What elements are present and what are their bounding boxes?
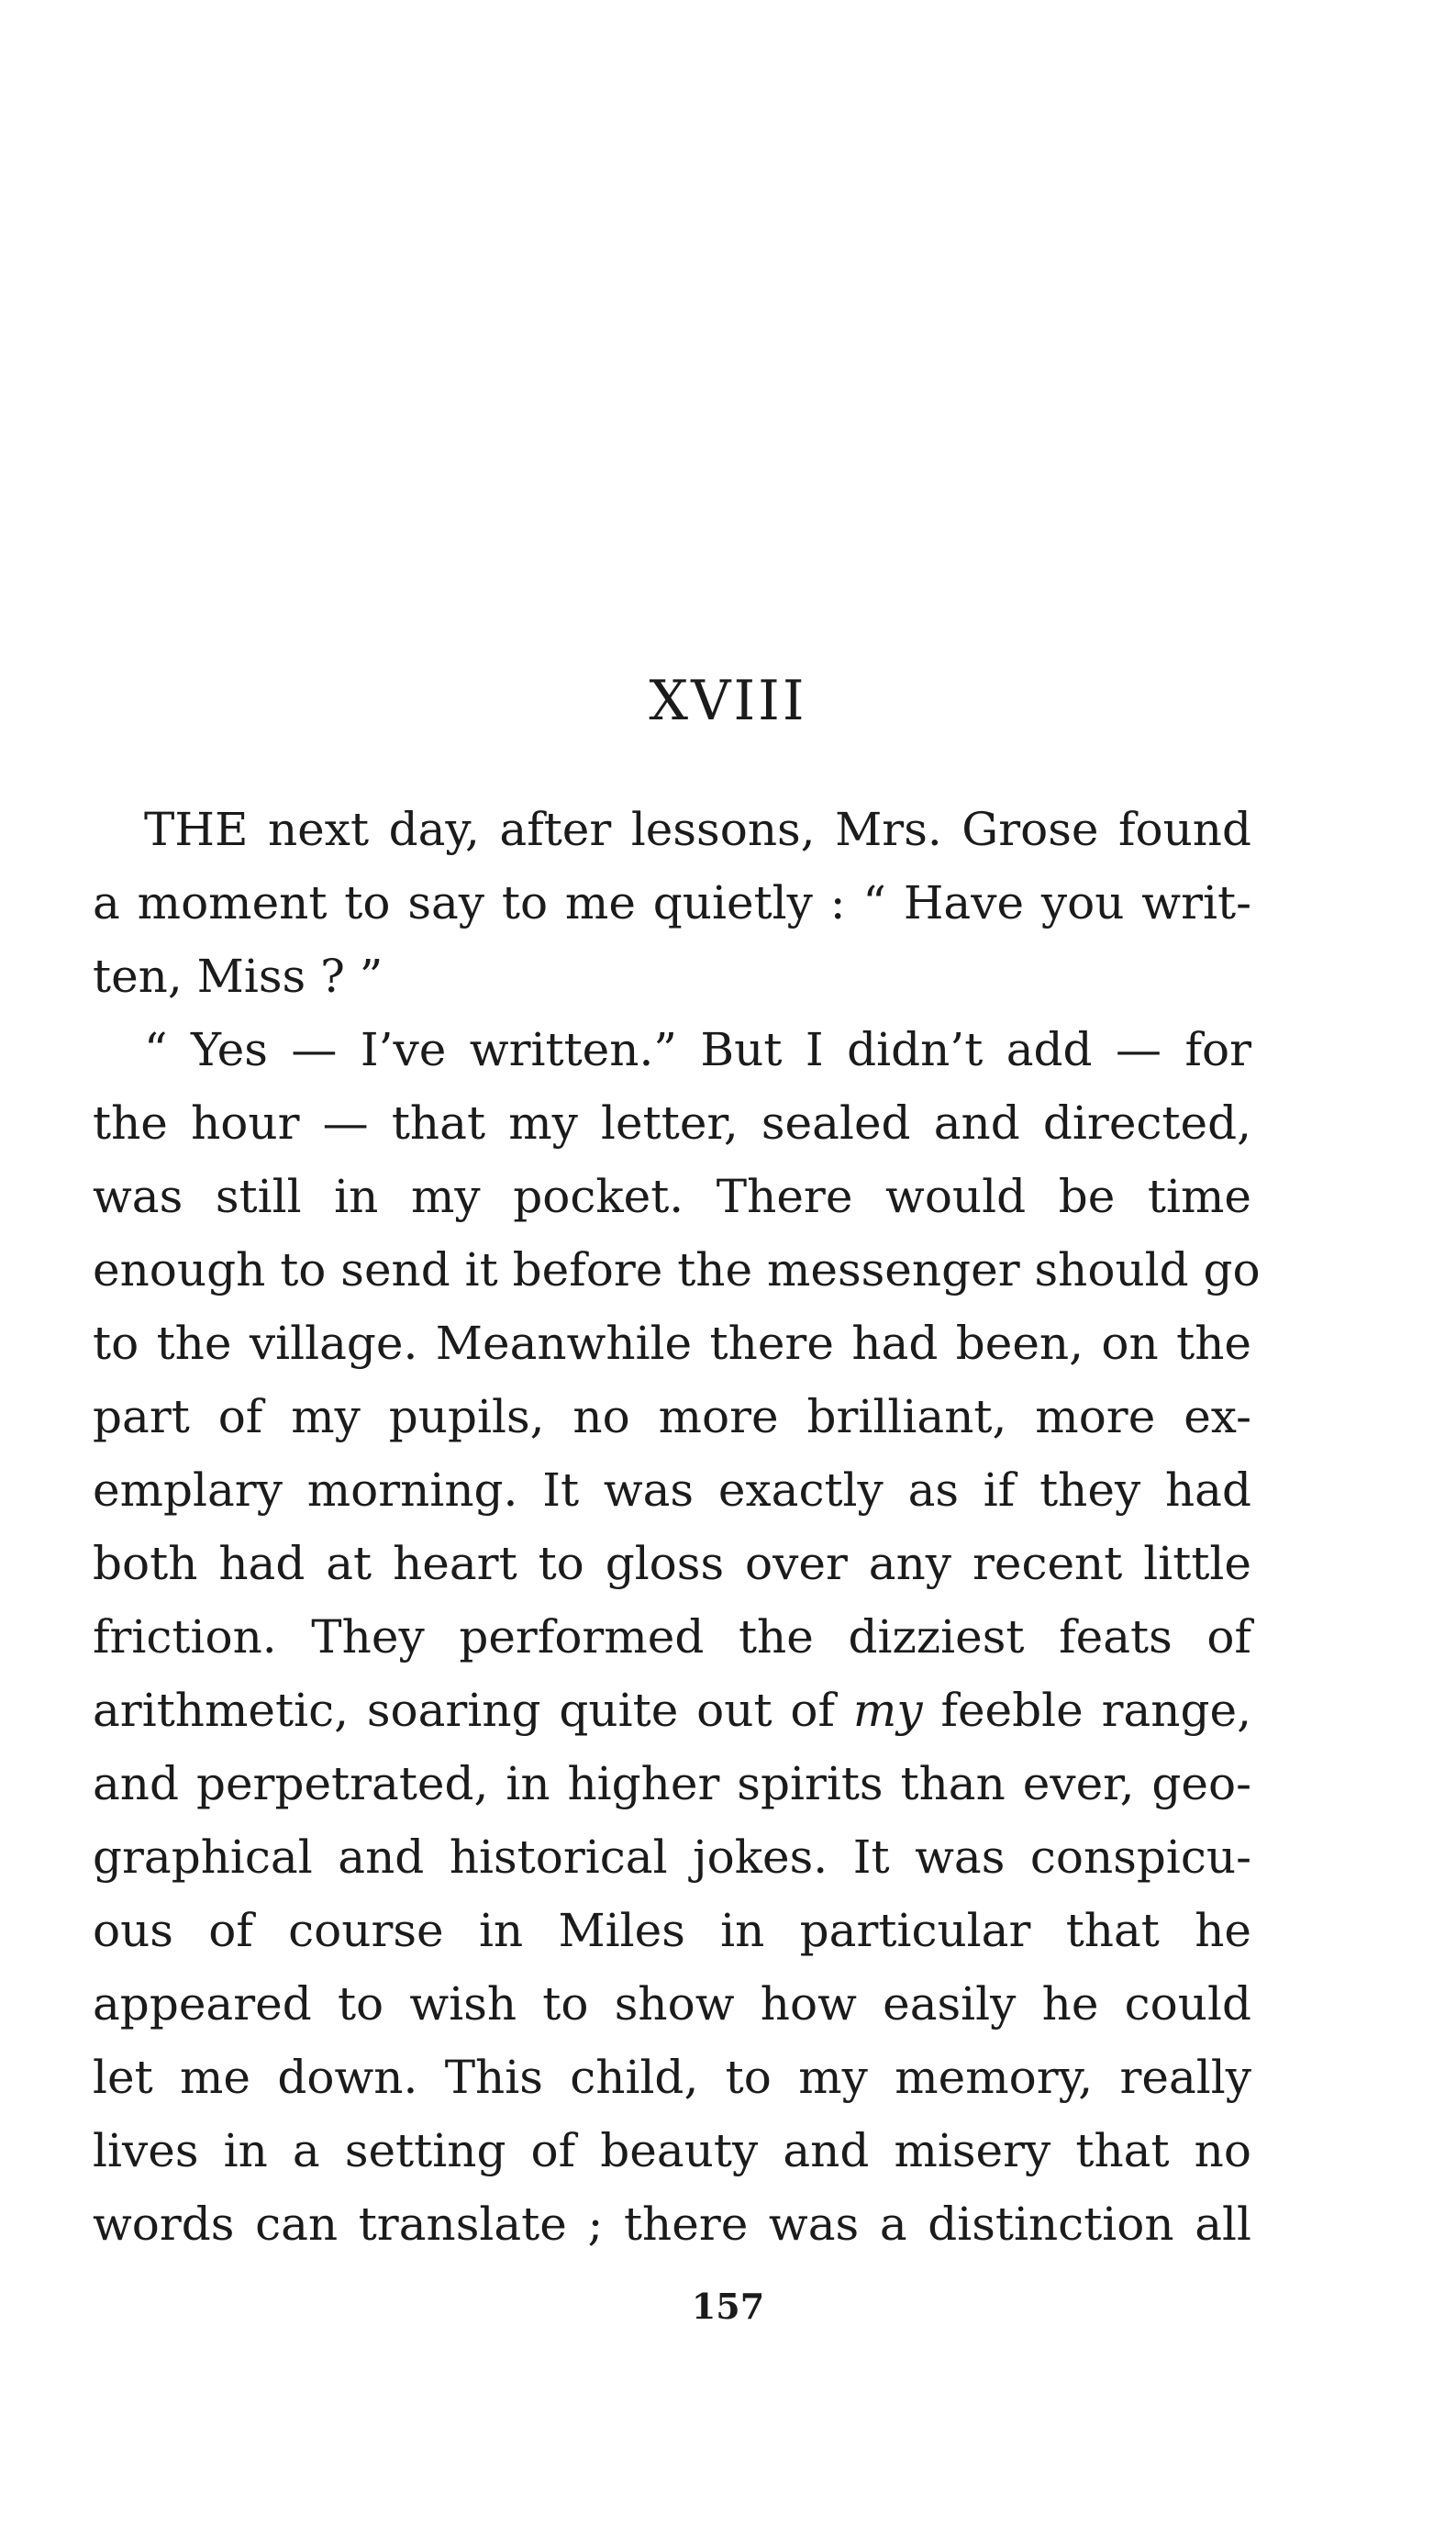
text-line-rest: next day, after lessons, Mrs. Grose found xyxy=(248,803,1251,856)
opening-word: THE xyxy=(144,803,249,856)
text-line: a moment to say to me quietly : “ Have you writ- xyxy=(93,876,1251,929)
text-line: both had at heart to gloss over any recent little xyxy=(93,1537,1251,1590)
text-line: friction. They performed the dizziest feats of xyxy=(93,1610,1251,1664)
text-segment: arithmetic, soaring quite out of xyxy=(93,1684,853,1737)
text-line: lives in a setting of beauty and misery that no xyxy=(93,2124,1251,2177)
text-line: “ Yes — I’ve written.” But I didn’t add — for xyxy=(144,1023,1251,1076)
body-text xyxy=(93,793,1261,2261)
text-line xyxy=(93,1674,1251,1747)
text-line: let me down. This child, to my memory, really xyxy=(93,2051,1251,2104)
chapter-heading: XVIII xyxy=(649,669,807,733)
text-line: ous of course in Miles in particular that he xyxy=(93,1904,1251,1957)
text-line: and perpetrated, in higher spirits than ever, geo- xyxy=(93,1757,1251,1810)
text-line: to the village. Meanwhile there had been, on the xyxy=(93,1317,1251,1370)
text-line: was still in my pocket. There would be time xyxy=(93,1170,1251,1223)
emphasized-word: my xyxy=(852,1684,923,1737)
text-line: words can translate ; there was a distinction all xyxy=(93,2198,1251,2251)
text-line: emplary morning. It was exactly as if they had xyxy=(93,1463,1251,1517)
text-line xyxy=(93,793,1251,866)
text-line: enough to send it before the messenger should go xyxy=(93,1243,1261,1296)
text-line: ten, Miss ? ” xyxy=(93,950,383,1003)
text-line: appeared to wish to show how easily he could xyxy=(93,1977,1251,2031)
text-line: the hour — that my letter, sealed and directed, xyxy=(93,1096,1251,1150)
text-segment: feeble range, xyxy=(922,1684,1251,1737)
page-number: 157 xyxy=(691,2286,765,2327)
text-line: graphical and historical jokes. It was conspicu- xyxy=(93,1831,1251,1884)
text-line: part of my pupils, no more brilliant, more ex- xyxy=(93,1390,1251,1443)
